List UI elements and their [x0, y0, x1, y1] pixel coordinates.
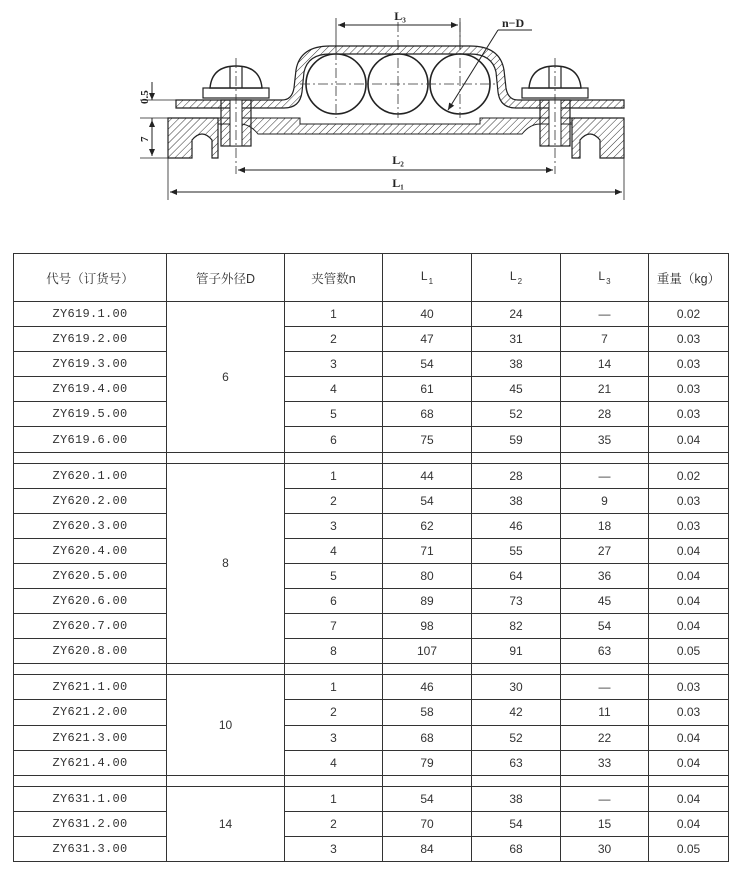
cell-l3: 36: [561, 563, 649, 588]
cell-l2: 28: [472, 463, 561, 488]
separator-cell: [383, 664, 472, 675]
cell-count: 8: [285, 639, 383, 664]
cell-count: 7: [285, 614, 383, 639]
cell-code: ZY620.8.00: [14, 639, 167, 664]
cell-l1: 54: [383, 786, 472, 811]
cell-l3: 21: [561, 377, 649, 402]
separator-cell: [167, 664, 285, 675]
cell-weight: 0.04: [649, 811, 729, 836]
header-l2: $L_2$: [472, 254, 561, 302]
cell-l3: 33: [561, 750, 649, 775]
cell-l1: 107: [383, 639, 472, 664]
table-row: [14, 427, 729, 452]
cell-l1: 54: [383, 488, 472, 513]
cell-count: 1: [285, 302, 383, 327]
cell-weight: 0.04: [649, 563, 729, 588]
separator-cell: [383, 452, 472, 463]
cell-count: 1: [285, 463, 383, 488]
vdim-05-label: 0.5: [139, 90, 151, 104]
separator-cell: [472, 664, 561, 675]
cell-count: 5: [285, 402, 383, 427]
cell-l2: 24: [472, 302, 561, 327]
cell-count: 3: [285, 725, 383, 750]
cell-l2: 68: [472, 836, 561, 861]
header-diameter: 管子外径D: [167, 254, 285, 302]
technical-drawing: [0, 0, 745, 240]
cell-l1: 47: [383, 327, 472, 352]
cell-l2: 63: [472, 750, 561, 775]
cell-l2: 52: [472, 725, 561, 750]
l3-label: L₃: [394, 9, 406, 23]
table-row: [14, 725, 729, 750]
table-row: [14, 488, 729, 513]
cell-count: 3: [285, 513, 383, 538]
cell-l2: 38: [472, 488, 561, 513]
cell-code: ZY619.6.00: [14, 427, 167, 452]
group-separator-row: [14, 775, 729, 786]
table-row: [14, 463, 729, 488]
cell-l3: 30: [561, 836, 649, 861]
cell-count: 2: [285, 327, 383, 352]
l2-label: L₂: [392, 153, 404, 167]
cell-l1: 68: [383, 725, 472, 750]
separator-cell: [561, 664, 649, 675]
cell-l1: 89: [383, 589, 472, 614]
cell-weight: 0.04: [649, 427, 729, 452]
cell-l2: 54: [472, 811, 561, 836]
cell-l2: 38: [472, 352, 561, 377]
cell-code: ZY619.1.00: [14, 302, 167, 327]
table-row: [14, 538, 729, 563]
cell-weight: 0.03: [649, 402, 729, 427]
base-bracket-inner: [218, 118, 572, 134]
cell-weight: 0.03: [649, 675, 729, 700]
cell-l3: 18: [561, 513, 649, 538]
cell-count: 5: [285, 563, 383, 588]
cell-weight: 0.03: [649, 488, 729, 513]
cell-code: ZY620.5.00: [14, 563, 167, 588]
cell-weight: 0.02: [649, 463, 729, 488]
header-l3: $L_3$: [561, 254, 649, 302]
cell-code: ZY631.1.00: [14, 786, 167, 811]
cell-weight: 0.05: [649, 836, 729, 861]
cell-l2: 31: [472, 327, 561, 352]
cell-l3: —: [561, 675, 649, 700]
separator-cell: [167, 452, 285, 463]
table-row: [14, 402, 729, 427]
cell-code: ZY620.3.00: [14, 513, 167, 538]
nd-label: n−D: [502, 16, 525, 30]
cell-code: ZY621.1.00: [14, 675, 167, 700]
cell-l2: 46: [472, 513, 561, 538]
cell-code: ZY620.6.00: [14, 589, 167, 614]
cell-count: 1: [285, 786, 383, 811]
vdim-7-label: 7: [139, 136, 151, 142]
cell-l1: 75: [383, 427, 472, 452]
cell-code: ZY621.2.00: [14, 700, 167, 725]
cell-count: 6: [285, 589, 383, 614]
table-row: [14, 700, 729, 725]
separator-cell: [285, 664, 383, 675]
cell-l2: 91: [472, 639, 561, 664]
cell-weight: 0.02: [649, 302, 729, 327]
header-weight: 重量（kg）: [649, 254, 729, 302]
cell-l3: 45: [561, 589, 649, 614]
cell-l1: 54: [383, 352, 472, 377]
cell-l2: 42: [472, 700, 561, 725]
cell-l1: 62: [383, 513, 472, 538]
header-count: 夹管数n: [285, 254, 383, 302]
table-row: [14, 513, 729, 538]
cell-diameter: 14: [167, 786, 285, 861]
separator-cell: [167, 775, 285, 786]
cell-l3: 15: [561, 811, 649, 836]
table-row: [14, 675, 729, 700]
cell-l2: 52: [472, 402, 561, 427]
cell-l3: 9: [561, 488, 649, 513]
cell-weight: 0.04: [649, 614, 729, 639]
group-separator-row: [14, 664, 729, 675]
table-row: [14, 327, 729, 352]
group-separator-row: [14, 452, 729, 463]
table-row: [14, 352, 729, 377]
cell-count: 3: [285, 836, 383, 861]
cell-code: ZY620.1.00: [14, 463, 167, 488]
cell-l3: 11: [561, 700, 649, 725]
cell-l1: 68: [383, 402, 472, 427]
cell-l1: 44: [383, 463, 472, 488]
separator-cell: [649, 452, 729, 463]
cell-l1: 58: [383, 700, 472, 725]
cell-weight: 0.05: [649, 639, 729, 664]
table-row: [14, 639, 729, 664]
cell-weight: 0.04: [649, 589, 729, 614]
table-row: [14, 302, 729, 327]
cell-code: ZY619.2.00: [14, 327, 167, 352]
base-bracket-right: [572, 118, 624, 158]
cell-l2: 55: [472, 538, 561, 563]
separator-cell: [285, 452, 383, 463]
table-header-row: [14, 254, 729, 302]
cell-code: ZY631.3.00: [14, 836, 167, 861]
cell-count: 3: [285, 352, 383, 377]
cell-diameter: 6: [167, 302, 285, 453]
separator-cell: [649, 664, 729, 675]
cell-l3: —: [561, 463, 649, 488]
table-row: [14, 786, 729, 811]
cell-l2: 45: [472, 377, 561, 402]
cell-weight: 0.04: [649, 750, 729, 775]
cell-l2: 38: [472, 786, 561, 811]
spec-table: [13, 253, 729, 862]
cell-l3: 14: [561, 352, 649, 377]
cell-l3: —: [561, 302, 649, 327]
cell-weight: 0.03: [649, 352, 729, 377]
cell-l2: 59: [472, 427, 561, 452]
base-bracket: [168, 118, 218, 158]
cell-l3: 22: [561, 725, 649, 750]
header-code: 代号（订货号）: [14, 254, 167, 302]
separator-cell: [472, 452, 561, 463]
cell-l1: 70: [383, 811, 472, 836]
cell-code: ZY631.2.00: [14, 811, 167, 836]
separator-cell: [561, 452, 649, 463]
separator-cell: [285, 775, 383, 786]
cell-weight: 0.04: [649, 725, 729, 750]
cell-l1: 71: [383, 538, 472, 563]
table-row: [14, 589, 729, 614]
table-row: [14, 563, 729, 588]
cell-l3: 7: [561, 327, 649, 352]
table-row: [14, 811, 729, 836]
separator-cell: [561, 775, 649, 786]
cell-code: ZY619.5.00: [14, 402, 167, 427]
cell-l1: 98: [383, 614, 472, 639]
cell-l3: 27: [561, 538, 649, 563]
cell-l2: 30: [472, 675, 561, 700]
cell-l1: 79: [383, 750, 472, 775]
cell-l1: 80: [383, 563, 472, 588]
cell-l3: 28: [561, 402, 649, 427]
cell-code: ZY620.2.00: [14, 488, 167, 513]
cell-count: 2: [285, 811, 383, 836]
cell-count: 1: [285, 675, 383, 700]
cell-weight: 0.03: [649, 377, 729, 402]
cell-count: 2: [285, 488, 383, 513]
cell-diameter: 10: [167, 675, 285, 775]
cell-l1: 84: [383, 836, 472, 861]
cell-l3: 35: [561, 427, 649, 452]
cell-l2: 73: [472, 589, 561, 614]
cell-l2: 64: [472, 563, 561, 588]
cell-code: ZY620.4.00: [14, 538, 167, 563]
table-row: [14, 377, 729, 402]
cell-weight: 0.04: [649, 786, 729, 811]
cell-code: ZY621.4.00: [14, 750, 167, 775]
cell-count: 6: [285, 427, 383, 452]
separator-cell: [14, 775, 167, 786]
cell-l2: 82: [472, 614, 561, 639]
cell-count: 4: [285, 538, 383, 563]
cell-weight: 0.03: [649, 327, 729, 352]
cell-count: 2: [285, 700, 383, 725]
cell-code: ZY621.3.00: [14, 725, 167, 750]
table-body: [14, 302, 729, 862]
separator-cell: [14, 452, 167, 463]
separator-cell: [472, 775, 561, 786]
separator-cell: [649, 775, 729, 786]
separator-cell: [14, 664, 167, 675]
header-l1: $L_1$: [383, 254, 472, 302]
cell-l1: 46: [383, 675, 472, 700]
cell-weight: 0.03: [649, 700, 729, 725]
table-row: [14, 750, 729, 775]
cell-weight: 0.03: [649, 513, 729, 538]
cell-l3: —: [561, 786, 649, 811]
cell-l1: 40: [383, 302, 472, 327]
cell-count: 4: [285, 750, 383, 775]
cell-code: ZY619.3.00: [14, 352, 167, 377]
cell-l3: 63: [561, 639, 649, 664]
table-row: [14, 614, 729, 639]
cell-weight: 0.04: [649, 538, 729, 563]
separator-cell: [383, 775, 472, 786]
l1-label: L₁: [392, 176, 404, 190]
cell-l1: 61: [383, 377, 472, 402]
cell-count: 4: [285, 377, 383, 402]
table-row: [14, 836, 729, 861]
cell-code: ZY620.7.00: [14, 614, 167, 639]
clamp-drawing-svg: [0, 0, 745, 240]
cell-l3: 54: [561, 614, 649, 639]
cell-diameter: 8: [167, 463, 285, 664]
cell-code: ZY619.4.00: [14, 377, 167, 402]
